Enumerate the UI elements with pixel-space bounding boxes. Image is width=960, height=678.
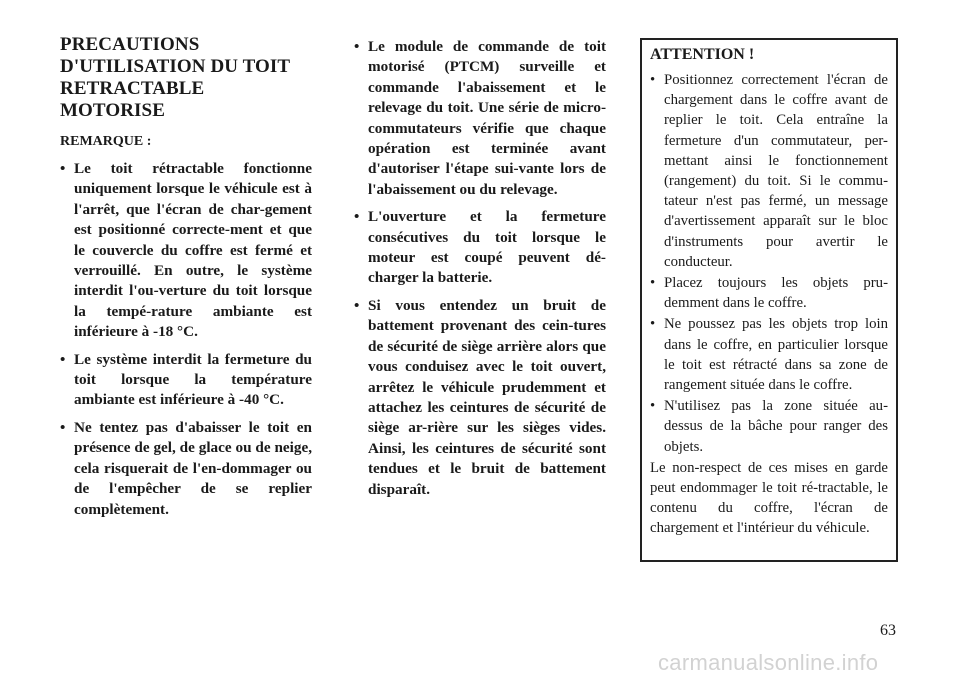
remark-item: • Le toit rétractable fonctionne uniquement lorsque le véhicule est à l'arrêt, que l'écran de char-gement est positionné correcte-ment et que le couvercle du coffre est fermé et verrouillé. En outre, le système interdit l'ou-verture du toit lorsque la tempé-rature ambiante est inférieure à -18 °C. xyxy=(60,159,312,343)
page-number: 63 xyxy=(880,622,896,639)
middle-column xyxy=(354,37,606,507)
left-column xyxy=(60,34,312,527)
section-title xyxy=(60,34,312,122)
warning-item: • Placez toujours les objets pru-demment dans le coffre. xyxy=(650,273,888,313)
remark-item: • Si vous entendez un bruit de battement provenant des cein-tures de sécurité de siège arrière alors que vous conduisez avec le toit ouvert, arrêtez le véhicule prudemment et attachez les ceintures de sécurité de siège ar-rière sur les sièges vides. Ainsi, les ceintures de sécurité sont tendues et le bruit de battement disparaît. xyxy=(354,296,606,500)
warning-item: • Positionnez correctement l'écran de chargement dans le coffre avant de replier le toit. Cela entraîne la fermeture d'un commutateur, per-mettant ainsi le fonctionnement (rangement) du toit. Si le commu-tateur n'est pas fermé, un message d'avertissement apparaît sur le bloc d'instruments pour avertir le conducteur. xyxy=(650,70,888,272)
remark-list-continued xyxy=(354,37,606,500)
title-line-3: RETRACTABLE MOTORISE xyxy=(60,78,205,121)
title-line-1: PRECAUTIONS xyxy=(60,34,200,55)
remark-item: • Le module de commande de toit motorisé (PTCM) surveille et commande l'abaissement et le relevage du toit. Une série de micro-commutateurs vérifie que chaque opération est terminée avant d'autoriser l'étape sui-vante lors de l'abaissement ou du relevage. xyxy=(354,37,606,200)
warning-box xyxy=(640,38,898,562)
remark-item: • Le système interdit la fermeture du toit lorsque la température ambiante est inférieure à -40 °C. xyxy=(60,350,312,411)
title-line-2: D'UTILISATION DU TOIT xyxy=(60,56,291,77)
remark-item: • L'ouverture et la fermeture consécutives du toit lorsque le moteur est coupé peuvent dé-charger la batterie. xyxy=(354,207,606,289)
watermark: carmanualsonline.info xyxy=(658,650,879,675)
remark-list xyxy=(60,159,312,520)
warning-item: • Ne poussez pas les objets trop loin dans le coffre, en particulier lorsque le toit est rétracté dans sa zone de rangement située dans le coffre. xyxy=(650,314,888,395)
warning-item: • N'utilisez pas la zone située au-dessus de la bâche pour ranger des objets. xyxy=(650,396,888,457)
remark-label: REMARQUE : xyxy=(60,134,152,149)
remark-item: • Ne tentez pas d'abaisser le toit en présence de gel, de glace ou de neige, cela risquerait de l'en-dommager ou de l'empêcher de se replier complètement. xyxy=(60,418,312,520)
warning-closing: Le non-respect de ces mises en garde peut endommager le toit ré-tractable, le contenu du coffre, l'écran de chargement et l'intérieur du véhicule. xyxy=(650,459,888,537)
warning-title: ATTENTION ! xyxy=(650,46,755,63)
warning-list xyxy=(650,70,888,457)
